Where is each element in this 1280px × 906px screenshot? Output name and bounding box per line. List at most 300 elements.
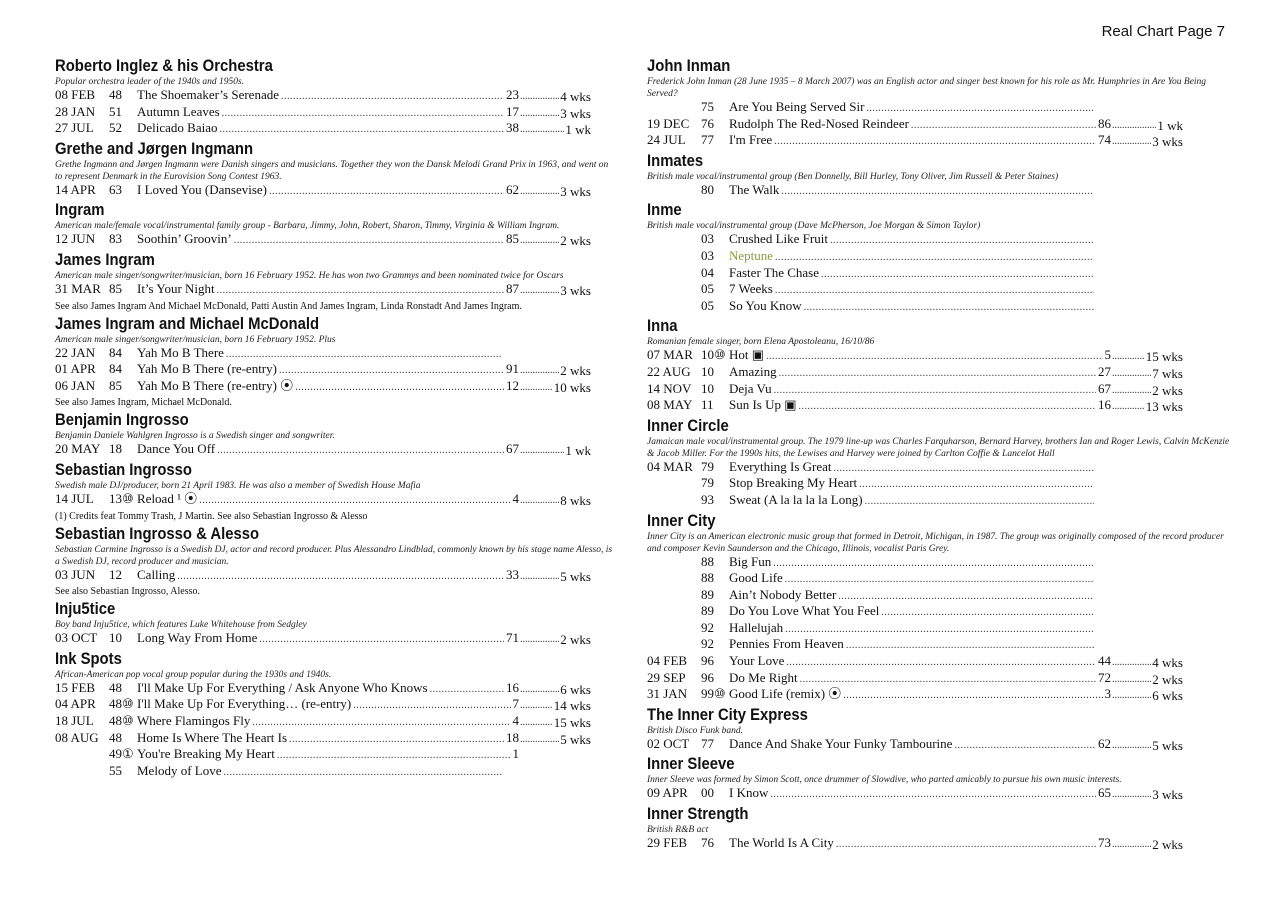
entry-weeks-cell xyxy=(1111,788,1183,803)
entry-year: 49① xyxy=(109,746,134,762)
entry-peak-position: 4 xyxy=(512,712,519,728)
entry-title: Home Is Where The Heart Is xyxy=(137,729,288,745)
artist-block xyxy=(55,525,615,599)
entry-date: 01 APR xyxy=(55,361,96,377)
entry-title: Sun Is Up ▣ xyxy=(729,397,797,413)
entry-year: 83 xyxy=(109,231,122,247)
entry-date: 31 MAR xyxy=(55,280,101,296)
entry-weeks-cell xyxy=(1111,367,1183,382)
artist-block xyxy=(55,140,615,200)
entry-title: It’s Your Night xyxy=(137,280,215,296)
chart-entry-row xyxy=(647,671,1183,688)
entry-title: I'll Make Up For Everything… (re-entry) xyxy=(137,696,352,712)
dot-leader xyxy=(252,716,510,731)
chart-entry-row xyxy=(55,362,591,379)
entry-weeks: 3 wks xyxy=(560,282,591,298)
artist-block xyxy=(647,317,1237,414)
artist-name: James Ingram xyxy=(55,250,155,269)
entry-title: Calling xyxy=(137,566,176,582)
artist-description: American male/female vocal/instrumental family group - Barbara, Jimmy, John, Robert, Sharon, Timmy, Virginia & William Ingram. xyxy=(55,221,560,232)
entry-title: Where Flamingos Fly xyxy=(137,712,251,728)
chart-entry-row xyxy=(55,568,591,585)
entry-weeks: 5 wks xyxy=(560,568,591,584)
entry-peak-position: 4 xyxy=(512,490,519,506)
dot-leader xyxy=(785,573,1094,588)
entry-year: 92 xyxy=(701,619,714,635)
dot-leader xyxy=(838,590,1094,605)
entry-title: Dance You Off xyxy=(137,441,216,457)
chart-entry-row xyxy=(55,282,591,299)
artist-description: African-American pop vocal group popular during the 1930s and 1940s. xyxy=(55,669,332,680)
entry-weeks: 13 wks xyxy=(1145,399,1183,415)
dot-leader xyxy=(520,733,559,748)
entry-year: 48⑩ xyxy=(109,712,134,728)
artist-block xyxy=(647,57,1237,150)
dot-leader xyxy=(843,689,1102,704)
entry-title: Big Fun xyxy=(729,553,772,569)
entry-peak-position: 17 xyxy=(506,103,519,119)
entry-peak-position: 71 xyxy=(506,630,519,646)
chart-entry-row xyxy=(647,133,1183,150)
dot-leader xyxy=(774,135,1096,150)
artist-name: Sebastian Ingrosso & Alesso xyxy=(55,524,260,543)
dot-leader xyxy=(881,606,1094,621)
chart-entry-row xyxy=(55,232,591,249)
dot-leader xyxy=(785,623,1094,638)
entry-title: So You Know xyxy=(729,297,802,313)
dot-leader xyxy=(177,570,504,585)
artist-block xyxy=(647,417,1237,510)
entry-date: 08 MAY xyxy=(647,397,693,413)
dot-leader xyxy=(846,639,1094,654)
dot-leader xyxy=(520,494,559,509)
chart-entry-row xyxy=(55,88,591,105)
entry-weeks-cell xyxy=(519,107,591,122)
dot-leader xyxy=(1112,739,1151,754)
dot-leader xyxy=(1112,838,1151,853)
artist-name: Ink Spots xyxy=(55,649,122,668)
chart-entry-row xyxy=(647,588,1096,605)
entry-date: 04 APR xyxy=(55,696,96,712)
dot-leader xyxy=(775,284,1094,299)
entry-date: 03 JUN xyxy=(55,566,96,582)
entry-title: I Loved You (Dansevise) xyxy=(137,181,267,197)
entry-date: 22 AUG xyxy=(647,363,691,379)
entry-weeks-cell xyxy=(1111,689,1183,704)
entry-date: 09 APR xyxy=(647,785,688,801)
entry-weeks: 1 wk xyxy=(1157,117,1183,133)
dot-leader xyxy=(1112,367,1151,382)
dot-leader xyxy=(911,119,1096,134)
dot-leader xyxy=(954,739,1096,754)
entry-peak-position: 1 xyxy=(512,746,519,762)
entry-title: Dance And Shake Your Funky Tambourine xyxy=(729,735,953,751)
dot-leader xyxy=(217,284,504,299)
entry-title: Long Way From Home xyxy=(137,630,258,646)
artist-name: Benjamin Ingrosso xyxy=(55,411,189,430)
artist-block xyxy=(647,706,1237,754)
dot-leader xyxy=(1112,400,1145,415)
artist-block xyxy=(55,411,615,459)
entry-weeks-cell xyxy=(1111,350,1183,365)
dot-leader xyxy=(774,384,1096,399)
entry-weeks: 1 wk xyxy=(565,122,591,138)
entry-weeks-cell xyxy=(519,494,591,509)
artist-description: Jamaican male vocal/instrumental group. The 1979 line-up was Charles Farquharson, Bernard Harvey, brothers Ian and Roger Lewis, Calvin McKenzie & Jacob Miller. For the 1990s hits, the Lewises and Harvey were joined by Carlton Coffie & Lancelot Hall xyxy=(647,436,1230,459)
chart-entry-row xyxy=(647,266,1096,283)
chart-entry-row xyxy=(647,836,1183,853)
dot-leader xyxy=(279,364,504,379)
entry-peak-position: 18 xyxy=(506,729,519,745)
entry-title: Sweat (A la la la la Long) xyxy=(729,491,863,507)
entry-title: Pennies From Heaven xyxy=(729,636,844,652)
entry-weeks: 2 wks xyxy=(560,233,591,249)
entry-weeks-cell xyxy=(1111,673,1183,688)
entry-year: 04 xyxy=(701,264,714,280)
chart-entry-row xyxy=(647,637,1096,654)
entry-date: 29 FEB xyxy=(647,835,688,851)
dot-leader xyxy=(223,766,502,781)
entry-year: 88 xyxy=(701,570,714,586)
dot-leader xyxy=(836,838,1096,853)
entry-weeks-cell xyxy=(519,570,591,585)
entry-title: Soothin’ Groovin’ xyxy=(137,231,232,247)
dot-leader xyxy=(269,185,504,200)
entry-weeks-cell xyxy=(519,123,591,138)
dot-leader xyxy=(353,699,510,714)
dot-leader xyxy=(520,381,553,396)
entry-date: 04 MAR xyxy=(647,458,693,474)
entry-year: 76 xyxy=(701,835,714,851)
chart-entry-row xyxy=(647,183,1096,200)
chart-entry-row xyxy=(647,786,1183,803)
entry-date: 07 MAR xyxy=(647,347,693,363)
chart-entry-row xyxy=(647,299,1096,316)
entry-date: 06 JAN xyxy=(55,377,96,393)
artist-description: British R&B act xyxy=(647,825,709,836)
artist-name: Inner Circle xyxy=(647,416,729,435)
dot-leader xyxy=(520,716,553,731)
entry-peak-position: 5 xyxy=(1104,347,1111,363)
dot-leader xyxy=(1112,788,1151,803)
entry-date: 03 OCT xyxy=(55,630,98,646)
entry-title: Hot ▣ xyxy=(729,347,765,363)
chart-entry-row xyxy=(647,654,1183,671)
entry-weeks-cell xyxy=(1111,739,1183,754)
entry-peak-position: 91 xyxy=(506,361,519,377)
entry-title: The Walk xyxy=(729,181,780,197)
entry-weeks: 5 wks xyxy=(1152,737,1183,753)
chart-entry-row xyxy=(647,555,1096,572)
artist-description: Inner Sleeve was formed by Simon Scott, once drummer of Slowdive, who parted amicably to pursue his own music interests. xyxy=(647,775,1122,786)
entry-weeks: 2 wks xyxy=(560,363,591,379)
dot-leader xyxy=(520,444,564,459)
entry-weeks-cell xyxy=(1111,384,1183,399)
entry-peak-position: 62 xyxy=(1098,735,1111,751)
dot-leader xyxy=(821,268,1094,283)
chart-entry-row xyxy=(647,493,1096,510)
artist-description: British male vocal/instrumental group (Ben Donnelly, Bill Hurley, Tony Oliver, Jim Russell & Peter Staines) xyxy=(647,171,1059,182)
entry-peak-position: 67 xyxy=(1098,380,1111,396)
entry-weeks-cell xyxy=(1111,119,1183,134)
entry-year: 10⑩ xyxy=(701,347,726,363)
dot-leader xyxy=(295,381,504,396)
see-also-note: See also Sebastian Ingrosso, Alesso. xyxy=(55,586,200,598)
dot-leader xyxy=(799,400,1096,415)
entry-weeks: 14 wks xyxy=(553,698,591,714)
entry-weeks-cell xyxy=(519,699,591,714)
dot-leader xyxy=(786,656,1096,671)
entry-title: Are You Being Served Sir xyxy=(729,99,865,114)
dot-leader xyxy=(520,364,559,379)
entry-weeks: 6 wks xyxy=(1152,688,1183,704)
artist-name: Inner Strength xyxy=(647,805,749,824)
artist-description: Inner City is an American electronic music group that formed in Detroit, Michigan, in 1987. The group was originally composed of the record producer and composer Kevin Saunderson and the Chicago, Illinois, vocalist Paris Grey. xyxy=(647,531,1224,554)
dot-leader xyxy=(1112,656,1151,671)
entry-year: 84 xyxy=(109,344,122,360)
entry-weeks-cell xyxy=(519,733,591,748)
entry-peak-position: 16 xyxy=(506,679,519,695)
entry-title: Ain’t Nobody Better xyxy=(729,586,837,602)
entry-weeks-cell xyxy=(519,185,591,200)
dot-leader xyxy=(520,633,559,648)
artist-block xyxy=(647,755,1237,803)
entry-title: Good Life xyxy=(729,570,783,586)
entry-title: I'll Make Up For Everything / Ask Anyone Who Knows xyxy=(137,679,428,695)
entry-year: 05 xyxy=(701,297,714,313)
entry-title: Do You Love What You Feel xyxy=(729,603,880,619)
entry-weeks: 2 wks xyxy=(1152,671,1183,687)
entry-peak-position: 85 xyxy=(506,231,519,247)
entry-year: 11 xyxy=(701,397,714,413)
entry-year: 93 xyxy=(701,491,714,507)
chart-entry-row xyxy=(55,121,591,138)
dot-leader xyxy=(773,557,1094,572)
entry-date: 14 APR xyxy=(55,181,96,197)
entry-title: Your Love xyxy=(729,653,785,669)
artist-block xyxy=(55,650,615,781)
artist-name: John Inman xyxy=(647,57,731,75)
dot-leader xyxy=(226,348,502,363)
artist-description: Benjamin Daniele Wahlgren Ingrosso is a Swedish singer and songwriter. xyxy=(55,431,335,442)
dot-leader xyxy=(834,462,1094,477)
chart-entry-row xyxy=(647,604,1096,621)
chart-entry-row xyxy=(55,731,591,748)
artist-block xyxy=(55,600,615,648)
entry-weeks-cell xyxy=(519,90,591,105)
chart-entry-row xyxy=(55,714,591,731)
dot-leader xyxy=(234,234,504,249)
entry-year: 03 xyxy=(701,247,714,263)
dot-leader xyxy=(804,301,1094,316)
entry-date: 19 DEC xyxy=(647,115,690,131)
entry-year: 52 xyxy=(109,120,122,136)
entry-year: 48 xyxy=(109,679,122,695)
entry-weeks-cell xyxy=(1111,656,1183,671)
entry-weeks: 4 wks xyxy=(1152,655,1183,671)
entry-weeks-cell xyxy=(519,381,591,396)
entry-title: The World Is A City xyxy=(729,835,834,851)
artist-description: Swedish male DJ/producer, born 21 April 1983. He was also a member of Swedish House Mafia xyxy=(55,480,421,491)
entry-title: 7 Weeks xyxy=(729,281,773,297)
entry-weeks: 8 wks xyxy=(560,492,591,508)
entry-peak-position: 27 xyxy=(1098,363,1111,379)
artist-description: American male singer/songwriter/musician, born 16 February 1952. Plus xyxy=(55,334,336,345)
entry-peak-position: 7 xyxy=(512,696,519,712)
entry-weeks: 4 wks xyxy=(560,89,591,104)
dot-leader xyxy=(520,699,553,714)
entry-year: 88 xyxy=(701,553,714,569)
entry-peak-position: 67 xyxy=(506,441,519,457)
chart-entry-row xyxy=(647,100,1096,117)
dot-leader xyxy=(520,284,559,299)
artist-name: Roberto Inglez & his Orchestra xyxy=(55,57,273,75)
chart-entry-row xyxy=(55,697,591,714)
entry-weeks-cell xyxy=(519,234,591,249)
dot-leader xyxy=(1112,673,1151,688)
entry-year: 99⑩ xyxy=(701,686,726,702)
entry-date: 22 JAN xyxy=(55,344,96,360)
entry-weeks-cell xyxy=(519,444,591,459)
entry-weeks-cell xyxy=(1111,400,1183,415)
entry-weeks: 3 wks xyxy=(560,105,591,121)
entry-title: Stop Breaking My Heart xyxy=(729,475,858,491)
entry-weeks: 2 wks xyxy=(1152,382,1183,398)
artist-description: Sebastian Carmine Ingrosso is a Swedish DJ, actor and record producer. Plus Alessandro Lindblad, commonly known by his stage name Alesso, is a Swedish DJ, record producer and musician. xyxy=(55,544,613,567)
artist-description: American male singer/songwriter/musician, born 16 February 1952. He has won two Grammys and been nominated twice for Oscars xyxy=(55,270,564,281)
dot-leader xyxy=(259,633,504,648)
dot-leader xyxy=(866,102,1094,117)
chart-entry-row xyxy=(55,183,591,200)
artist-name: Inna xyxy=(647,317,678,336)
entry-weeks: 2 wks xyxy=(1152,837,1183,853)
chart-entry-row xyxy=(647,117,1183,134)
entry-date: 14 NOV xyxy=(647,380,692,396)
entry-year: 79 xyxy=(701,475,714,491)
entry-year: 10 xyxy=(109,630,122,646)
see-also-note: (1) Credits feat Tommy Trash, J Martin. See also Sebastian Ingrosso & Alesso xyxy=(55,510,368,522)
right-column xyxy=(647,57,1237,855)
entry-year: 92 xyxy=(701,636,714,652)
entry-date: 15 FEB xyxy=(55,679,96,695)
artist-block xyxy=(647,201,1237,315)
entry-title: Faster The Chase xyxy=(729,264,820,280)
entry-title: Deja Vu xyxy=(729,380,772,396)
dot-leader xyxy=(781,185,1094,200)
entry-title: The Shoemaker’s Serenade xyxy=(137,87,279,102)
chart-entry-row xyxy=(647,348,1183,365)
entry-date: 27 JUL xyxy=(55,120,94,136)
entry-title: Reload ¹ ⦿ xyxy=(137,490,198,506)
chart-entry-row xyxy=(647,382,1183,399)
entry-peak-position: 3 xyxy=(1104,686,1111,702)
chart-entry-row xyxy=(647,365,1183,382)
artist-block xyxy=(647,805,1237,853)
entry-date: 24 JUL xyxy=(647,132,686,148)
entry-weeks-cell xyxy=(519,716,591,731)
dot-leader xyxy=(1112,350,1145,365)
artist-name: Inmates xyxy=(647,151,704,170)
chart-entry-row xyxy=(55,442,591,459)
entry-weeks-cell xyxy=(519,364,591,379)
artist-description: Romanian female singer, born Elena Apostoleanu, 16/10/86 xyxy=(647,337,875,348)
entry-title: Yah Mo B There (re-entry) ⦿ xyxy=(137,377,294,393)
dot-leader xyxy=(1112,135,1151,150)
entry-weeks: 6 wks xyxy=(560,681,591,697)
entry-date: 08 FEB xyxy=(55,87,96,102)
entry-date: 29 SEP xyxy=(647,669,686,685)
dot-leader xyxy=(520,185,559,200)
entry-title: Neptune xyxy=(729,247,774,263)
chart-entry-row xyxy=(55,681,591,698)
entry-weeks: 3 wks xyxy=(1152,787,1183,803)
dot-leader xyxy=(277,749,511,764)
dot-leader xyxy=(865,495,1094,510)
artist-description: Grethe Ingmann and Jørgen Ingmann were Danish singers and musicians. Together they won the Dansk Melodi Grand Prix in 1963, and went on to represent Denmark in the Eurovision Song Contest 1963. xyxy=(55,159,609,182)
entry-title: Autumn Leaves xyxy=(137,103,220,119)
artist-block xyxy=(647,512,1237,704)
entry-weeks: 10 wks xyxy=(553,379,591,395)
dot-leader xyxy=(430,683,504,698)
artist-name: Sebastian Ingrosso xyxy=(55,460,192,479)
chart-entry-row xyxy=(647,621,1096,638)
entry-year: 55 xyxy=(109,762,122,778)
dot-leader xyxy=(520,570,559,585)
artist-block xyxy=(55,201,615,249)
entry-year: 77 xyxy=(701,132,714,148)
entry-date: 08 AUG xyxy=(55,729,99,745)
artist-block xyxy=(55,251,615,313)
entry-peak-position: 16 xyxy=(1098,397,1111,413)
see-also-note: See also James Ingram And Michael McDonald, Patti Austin And James Ingram, Linda Ronstadt And James Ingram. xyxy=(55,300,522,312)
entry-weeks: 1 wk xyxy=(565,443,591,459)
entry-peak-position: 87 xyxy=(506,280,519,296)
artist-block xyxy=(55,315,615,410)
entry-year: 89 xyxy=(701,603,714,619)
artist-block xyxy=(55,461,615,523)
chart-entry-row xyxy=(647,232,1096,249)
artist-description: British male vocal/instrumental group (Dave McPherson, Joe Morgan & Simon Taylor) xyxy=(647,221,981,232)
artist-name: Inme xyxy=(647,201,682,220)
entry-year: 51 xyxy=(109,103,122,119)
left-column xyxy=(55,57,615,782)
artist-name: Inner City xyxy=(647,511,716,530)
entry-date: 14 JUL xyxy=(55,490,94,506)
entry-peak-position: 72 xyxy=(1098,669,1111,685)
artist-description: Boy band Inju5tice, which features Luke Whitehouse from Sedgley xyxy=(55,620,307,631)
entry-weeks-cell xyxy=(519,633,591,648)
chart-entry-row xyxy=(55,492,591,509)
entry-title: Yah Mo B There (re-entry) xyxy=(137,361,277,377)
entry-year: 00 xyxy=(701,785,714,801)
entry-title: I'm Free xyxy=(729,132,773,148)
entry-title: Melody of Love xyxy=(137,762,222,778)
artist-name: Inner Sleeve xyxy=(647,755,735,774)
chart-entry-row xyxy=(55,346,504,363)
entry-year: 10 xyxy=(701,380,714,396)
entry-title: Crushed Like Fruit xyxy=(729,231,828,247)
entry-peak-position: 62 xyxy=(506,181,519,197)
artist-description: Popular orchestra leader of the 1940s and 1950s. xyxy=(55,77,245,87)
entry-title: Delicado Baiao xyxy=(137,120,218,136)
entry-year: 80 xyxy=(701,181,714,197)
see-also-note: See also James Ingram, Michael McDonald. xyxy=(55,397,232,409)
entry-peak-position: 65 xyxy=(1098,785,1111,801)
entry-year: 85 xyxy=(109,377,122,393)
artist-description: Frederick John Inman (28 June 1935 – 8 March 2007) was an English actor and singer best known for his role as Mr. Humphries in Are You Being Served? xyxy=(647,77,1207,99)
entry-title: Do Me Right xyxy=(729,669,798,685)
entry-year: 96 xyxy=(701,653,714,669)
